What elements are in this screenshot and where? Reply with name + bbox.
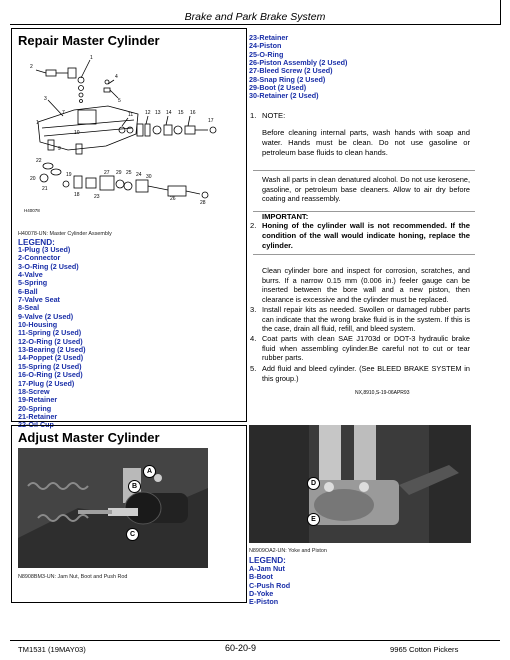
- callout-d: D: [307, 477, 320, 490]
- svg-text:18: 18: [74, 192, 80, 198]
- legend-item: 28-Snap Ring (2 Used): [249, 74, 326, 84]
- legend-item: A-Jam Nut: [249, 564, 285, 573]
- svg-text:7: 7: [62, 110, 65, 116]
- svg-text:21: 21: [42, 186, 48, 192]
- honing-warning-text: Honing of the cylinder wall is not recommended. If the condition of the wall would indicate honing, replace the cylinder.: [262, 221, 470, 250]
- clean-bore-text: Clean cylinder bore and inspect for corrosion, scratches, and burrs. If a narrow 0.15 mm (0.006 in.) feeler gauge can be inserted between the bore wall and a new piston, then clearance is excessive and the cylinder must be replaced.: [262, 266, 470, 304]
- legend-item: 20-Spring: [18, 403, 52, 413]
- legend-item: D-Yoke: [249, 589, 274, 599]
- callout-b: B: [128, 480, 141, 493]
- header-right-edge: [500, 0, 501, 25]
- svg-text:23: 23: [94, 194, 100, 200]
- footer-page-number: 60-20-9: [225, 643, 257, 653]
- svg-text:1: 1: [36, 120, 39, 126]
- legend-item: 11-Spring (2 Used): [18, 328, 82, 338]
- note-hands-text: Before cleaning internal parts, wash hands with soap and water. Hands must be clean. Do not use gasoline or petroleum base fluids to clean hands.: [262, 128, 470, 157]
- svg-text:3: 3: [44, 96, 47, 102]
- master-cylinder-exploded-diagram: [18, 50, 240, 230]
- important-label: IMPORTANT:: [262, 212, 309, 221]
- adjust-title: Adjust Master Cylinder: [18, 430, 160, 445]
- legend-item: 4-Valve: [18, 270, 43, 280]
- legend-item: 7-Valve Seat: [18, 295, 60, 305]
- svg-text:22: 22: [36, 158, 42, 164]
- adjust-right-caption: N8909OA2-UN: Yoke and Piston: [249, 548, 327, 554]
- adjust-legend-title: LEGEND:: [249, 556, 286, 565]
- svg-text:29: 29: [116, 170, 122, 176]
- legend-item: 22-Oil Cup: [18, 420, 54, 430]
- figure-code: H40078: [24, 208, 40, 213]
- repair-legend-list: [18, 246, 238, 430]
- legend-item: B-Boot: [249, 572, 273, 582]
- svg-text:20: 20: [30, 176, 36, 182]
- legend-item: 5-Spring: [18, 278, 48, 288]
- adjust-left-caption: N8908BM3-UN: Jam Nut, Boot and Push Rod: [18, 574, 128, 580]
- legend-item: 8-Seal: [18, 303, 40, 313]
- callout-a: A: [143, 465, 156, 478]
- header-rule: [10, 24, 500, 25]
- photo-detail-right: [249, 425, 471, 543]
- legend-item: 3-O-Ring (2 Used): [18, 261, 79, 271]
- legend-item: 24-Piston: [249, 41, 282, 51]
- legend-item: 10-Housing: [18, 320, 58, 330]
- repair-legend-list-right: [249, 34, 489, 101]
- repair-title: Repair Master Cylinder: [18, 33, 160, 48]
- svg-text:9: 9: [58, 146, 61, 152]
- repair-figure-caption: H40078-UN: Master Cylinder Assembly: [18, 231, 112, 237]
- callout-e: E: [307, 513, 320, 526]
- wash-parts-text: Wash all parts in clean denatured alcohol. Do not use kerosene, gasoline, or petroleum base cleaners. Allow to air dry before coating and reassembly.: [262, 175, 470, 203]
- svg-text:24: 24: [136, 172, 142, 178]
- legend-item: 29-Boot (2 Used): [249, 83, 307, 93]
- legend-item: 18-Screw: [18, 386, 50, 396]
- step-5-text: Add fluid and bleed cylinder. (See BLEED BRAKE SYSTEM in this group.): [262, 364, 470, 383]
- legend-item: 19-Retainer: [18, 395, 58, 405]
- step-4-text: Coat parts with clean SAE J1703d or DOT-3 hydraulic brake fluid when assembling cylinder.Be careful not to cut or tear rubber parts.: [262, 334, 470, 362]
- legend-item: 25-O-Ring: [249, 49, 284, 59]
- page-header-title: Brake and Park Brake System: [184, 11, 326, 23]
- svg-text:17: 17: [208, 118, 214, 124]
- legend-item: 1-Plug (3 Used): [18, 245, 71, 254]
- step-5-number: 5.: [250, 364, 257, 373]
- step-1-label: NOTE:: [262, 111, 286, 120]
- svg-text:5: 5: [118, 98, 121, 104]
- photo-detail-left: [18, 448, 208, 568]
- svg-text:12: 12: [145, 110, 151, 116]
- legend-item: 2-Connector: [18, 253, 61, 263]
- legend-item: 26-Piston Assembly (2 Used): [249, 58, 348, 68]
- svg-text:30: 30: [146, 174, 152, 180]
- svg-text:26: 26: [170, 196, 176, 202]
- footer-rule: [10, 640, 500, 641]
- jam-nut-boot-pushrod-photo: [18, 448, 208, 568]
- svg-text:4: 4: [115, 74, 118, 80]
- svg-text:15: 15: [178, 110, 184, 116]
- footer-manual-id: TM1531 (19MAY03): [18, 645, 86, 654]
- callout-c: C: [126, 528, 139, 541]
- svg-text:2: 2: [30, 64, 33, 70]
- legend-item: 15-Spring (2 Used): [18, 361, 82, 371]
- svg-text:1: 1: [90, 55, 93, 61]
- svg-text:28: 28: [200, 200, 206, 206]
- svg-text:14: 14: [166, 110, 172, 116]
- legend-item: 6-Ball: [18, 286, 38, 296]
- svg-text:10: 10: [74, 130, 80, 136]
- legend-item: 21-Retainer: [18, 411, 58, 421]
- legend-item: E-Piston: [249, 597, 279, 607]
- legend-item: 27-Bleed Screw (2 Used): [249, 66, 333, 76]
- svg-text:13: 13: [155, 110, 161, 116]
- legend-item: C-Push Rod: [249, 580, 291, 590]
- svg-text:16: 16: [190, 110, 196, 116]
- important-rule: [253, 254, 475, 255]
- svg-text:25: 25: [126, 170, 132, 176]
- step-3-text: Install repair kits as needed. Swollen or damaged rubber parts can indicate that the wrong brake fluid is in the system. If this is the case, drain all fluid, refill, and bleed system.: [262, 305, 470, 333]
- yoke-piston-photo: [249, 425, 471, 543]
- step-2-number: 2.: [250, 221, 257, 230]
- legend-item: 13-Bearing (2 Used): [18, 345, 86, 355]
- footer-product: 9965 Cotton Pickers: [390, 645, 459, 654]
- legend-item: 14-Poppet (2 Used): [18, 353, 84, 363]
- svg-text:11: 11: [128, 112, 134, 118]
- step-3-number: 3.: [250, 305, 257, 314]
- svg-text:27: 27: [104, 170, 110, 176]
- legend-item: 12-O-Ring (2 Used): [18, 336, 83, 346]
- repair-reference-code: NX,8910,S-19-06APR93: [355, 390, 410, 396]
- legend-item: 23-Retainer: [249, 33, 289, 42]
- legend-item: 16-O-Ring (2 Used): [18, 370, 83, 380]
- step-4-number: 4.: [250, 334, 257, 343]
- legend-item: 17-Plug (2 Used): [18, 378, 75, 388]
- repair-legend-title: LEGEND:: [18, 238, 55, 247]
- step-1-number: 1.: [250, 111, 257, 120]
- adjust-legend-list: [249, 565, 449, 607]
- svg-text:19: 19: [66, 172, 72, 178]
- legend-item: 9-Valve (2 Used): [18, 311, 74, 321]
- legend-item: 30-Retainer (2 Used): [249, 91, 319, 101]
